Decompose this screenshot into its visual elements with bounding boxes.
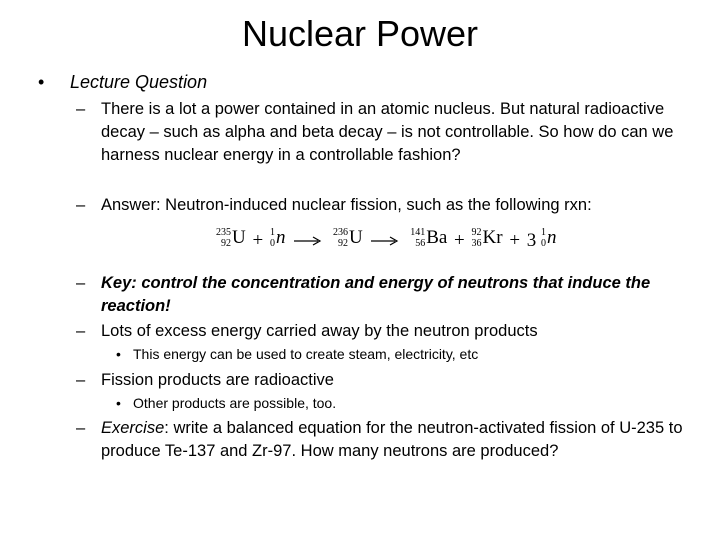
ba-symbol: Ba: [426, 226, 448, 248]
neutron-out-mass-number: 1: [541, 226, 547, 238]
u236-atomic-number: 92: [337, 237, 348, 249]
neutron-coefficient: 3: [526, 230, 537, 251]
fission-products-text: Fission products are radioactive: [101, 371, 334, 389]
exercise-label: Exercise: [101, 419, 165, 437]
dash-marker: –: [76, 274, 86, 292]
neutron-in-symbol: n: [275, 226, 286, 248]
nuclide-neutron-in: [270, 226, 286, 256]
nuclide-ba141: [410, 226, 447, 256]
kr-atomic-number: 36: [471, 237, 482, 249]
exercise-text: [101, 417, 691, 463]
right-arrow-icon: [294, 230, 322, 252]
slide-title: Nuclear Power: [241, 13, 479, 54]
plus-sign: +: [509, 230, 521, 251]
other-products-text: Other products are possible, too.: [133, 395, 337, 411]
u236-symbol: U: [348, 226, 363, 248]
energy-use-text: This energy can be used to create steam, electricity, etc: [133, 346, 479, 362]
lecture-question-heading: Lecture Question: [70, 72, 208, 92]
exercise-body: : write a balanced equation for the neutron-activated fission of U-235 to produce Te-137 and Zr-97. How many neutrons are produced?: [101, 419, 683, 460]
dash-marker: –: [76, 196, 86, 214]
neutron-out-atomic-number: 0: [541, 237, 547, 249]
fission-equation: [216, 226, 557, 258]
bullet-marker: •: [38, 72, 45, 92]
bullet-marker: •: [116, 395, 121, 411]
u235-symbol: U: [232, 226, 246, 248]
dash-marker: –: [76, 100, 86, 118]
kr-mass-number: 92: [471, 226, 482, 238]
dash-marker: –: [76, 322, 86, 340]
neutron-in-mass-number: 1: [269, 226, 275, 238]
excess-energy-text: Lots of excess energy carried away by the neutron products: [101, 322, 538, 340]
neutron-in-atomic-number: 0: [269, 237, 275, 249]
nuclide-u236: [333, 226, 363, 256]
plus-sign: +: [252, 230, 264, 251]
plus-sign: +: [454, 230, 465, 251]
dash-marker: –: [76, 419, 86, 437]
kr-symbol: Kr: [482, 226, 503, 248]
u236-mass-number: 236: [332, 226, 348, 238]
u235-mass-number: 235: [216, 226, 231, 238]
ba-mass-number: 141: [410, 226, 426, 238]
neutron-out-symbol: n: [547, 226, 557, 248]
answer-text: Answer: Neutron-induced nuclear fission, such as the following rxn:: [101, 196, 592, 214]
question-text: There is a lot a power contained in an atomic nucleus. But natural radioactive decay – such as alpha and beta decay – is not controllable. So how do can we harness nuclear energy in a controllable fashion?: [101, 100, 674, 164]
u235-atomic-number: 92: [221, 237, 231, 249]
key-text: Key: control the concentration and energy of neutrons that induce the reaction!: [101, 274, 651, 315]
nuclide-kr92: [472, 226, 503, 256]
ba-atomic-number: 56: [415, 237, 426, 249]
nuclide-u235: [216, 226, 246, 256]
dash-marker: –: [76, 371, 86, 389]
nuclide-neutron-out: [541, 226, 557, 256]
bullet-marker: •: [116, 346, 121, 362]
right-arrow-icon: [371, 230, 399, 252]
